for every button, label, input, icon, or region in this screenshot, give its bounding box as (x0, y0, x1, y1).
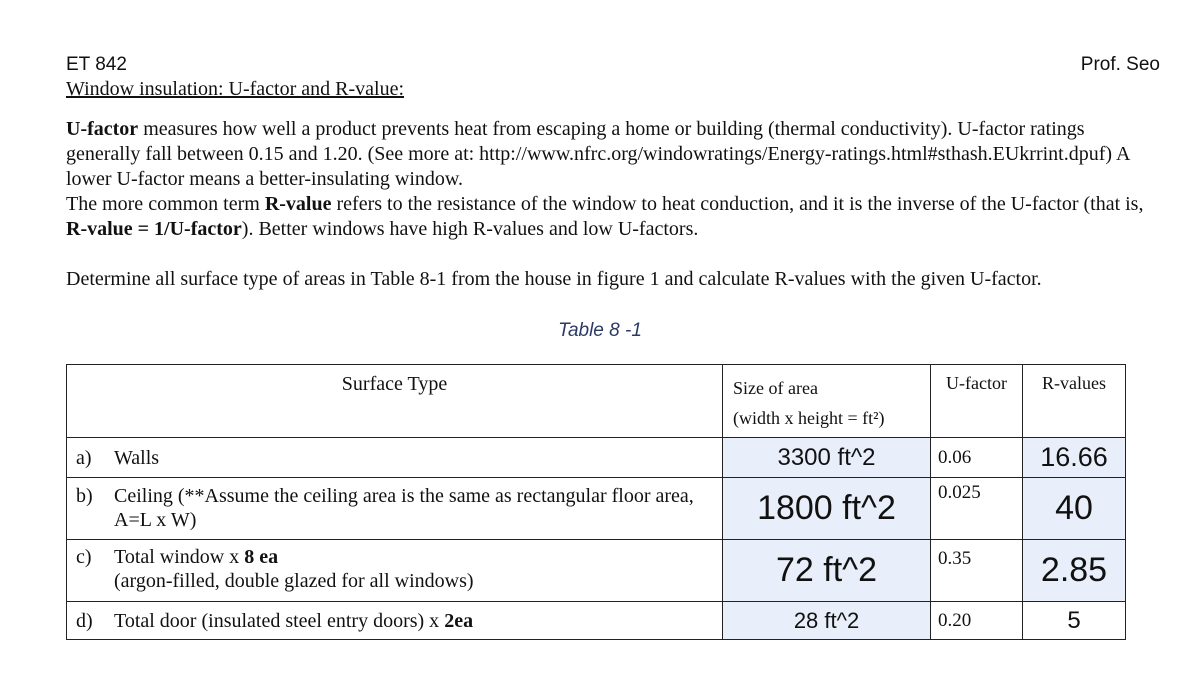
task-instruction: Determine all surface type of areas in Table 8-1 from the house in figure 1 and calculate R-values with the given U-factor. (66, 268, 1042, 290)
surface-cell (67, 478, 723, 540)
r-value: 40 (1023, 478, 1126, 540)
header-size-of-area (723, 365, 931, 438)
header-surface-type: Surface Type (67, 365, 723, 438)
row-letter: d) (76, 609, 93, 632)
surface-table (66, 364, 1126, 640)
surface-label: Ceiling (**Assume the ceiling area is the same as rectangular floor area, A=L x W) (114, 485, 694, 531)
surface-label: Total window x (114, 546, 245, 568)
quantity-label: 8 ea (244, 546, 279, 568)
row-letter: b) (76, 485, 93, 507)
table-row (67, 602, 1126, 640)
u-factor-value: 0.025 (931, 478, 1023, 540)
intro-text (66, 117, 1161, 242)
size-value: 28 ft^2 (723, 602, 931, 640)
table-row (67, 478, 1126, 540)
surface-label: Walls (114, 446, 160, 469)
surface-cell (67, 602, 723, 640)
table-caption: Table 8 -1 (558, 320, 642, 341)
u-factor-value: 0.06 (931, 438, 1023, 478)
header-size-line2: (width x height = ft²) (733, 408, 885, 428)
row-letter: a) (76, 446, 92, 469)
table-header-row (67, 365, 1126, 438)
size-value: 1800 ft^2 (723, 478, 931, 540)
header-size-line1: Size of area (733, 378, 818, 398)
table-row (67, 540, 1126, 602)
surface-label: Total door (insulated steel entry doors) x (114, 609, 445, 632)
r-value: 5 (1023, 602, 1126, 640)
rvalue-description: refers to the resistance of the window to heat conduction, and it is the inverse of the U-factor (that is, (331, 193, 1144, 215)
r-value: 2.85 (1023, 540, 1126, 602)
header-u-factor: U-factor (931, 365, 1023, 438)
intro-paragraph-ufactor (66, 117, 1161, 192)
surface-cell (67, 540, 723, 602)
document-subtitle: Window insulation: U-factor and R-value: (66, 78, 404, 100)
size-value: 72 ft^2 (723, 540, 931, 602)
quantity-label: 2ea (444, 609, 474, 632)
term-rvalue: R-value (264, 193, 332, 215)
u-factor-value: 0.20 (931, 602, 1023, 640)
course-code: ET 842 (66, 54, 127, 75)
surface-sublabel: (argon-filled, double glazed for all windows) (114, 570, 474, 592)
professor-name: Prof. Seo (1080, 54, 1160, 75)
ufactor-description: measures how well a product prevents heat from escaping a home or building (thermal conductivity). U-factor ratings generally fall between 0.15 and 1.20. (See more at: http://www.nfrc.org/windowratings/Energy-ratings.html#sthash.EUkrrint.dpuf) A lower U-factor means a better-insulating window. (66, 118, 1130, 190)
intro-paragraph-rvalue (66, 192, 1161, 242)
rvalue-formula: R-value = 1/U-factor (66, 218, 242, 240)
r-value: 16.66 (1023, 438, 1126, 478)
rvalue-tail: ). Better windows have high R-values and low U-factors. (241, 218, 699, 240)
size-value: 3300 ft^2 (723, 438, 931, 478)
surface-cell (67, 438, 723, 478)
row-letter: c) (76, 546, 92, 568)
rvalue-lead: The more common term (66, 193, 265, 215)
u-factor-value: 0.35 (931, 540, 1023, 602)
table-row (67, 438, 1126, 478)
term-ufactor: U-factor (66, 118, 139, 140)
header-r-values: R-values (1023, 365, 1126, 438)
